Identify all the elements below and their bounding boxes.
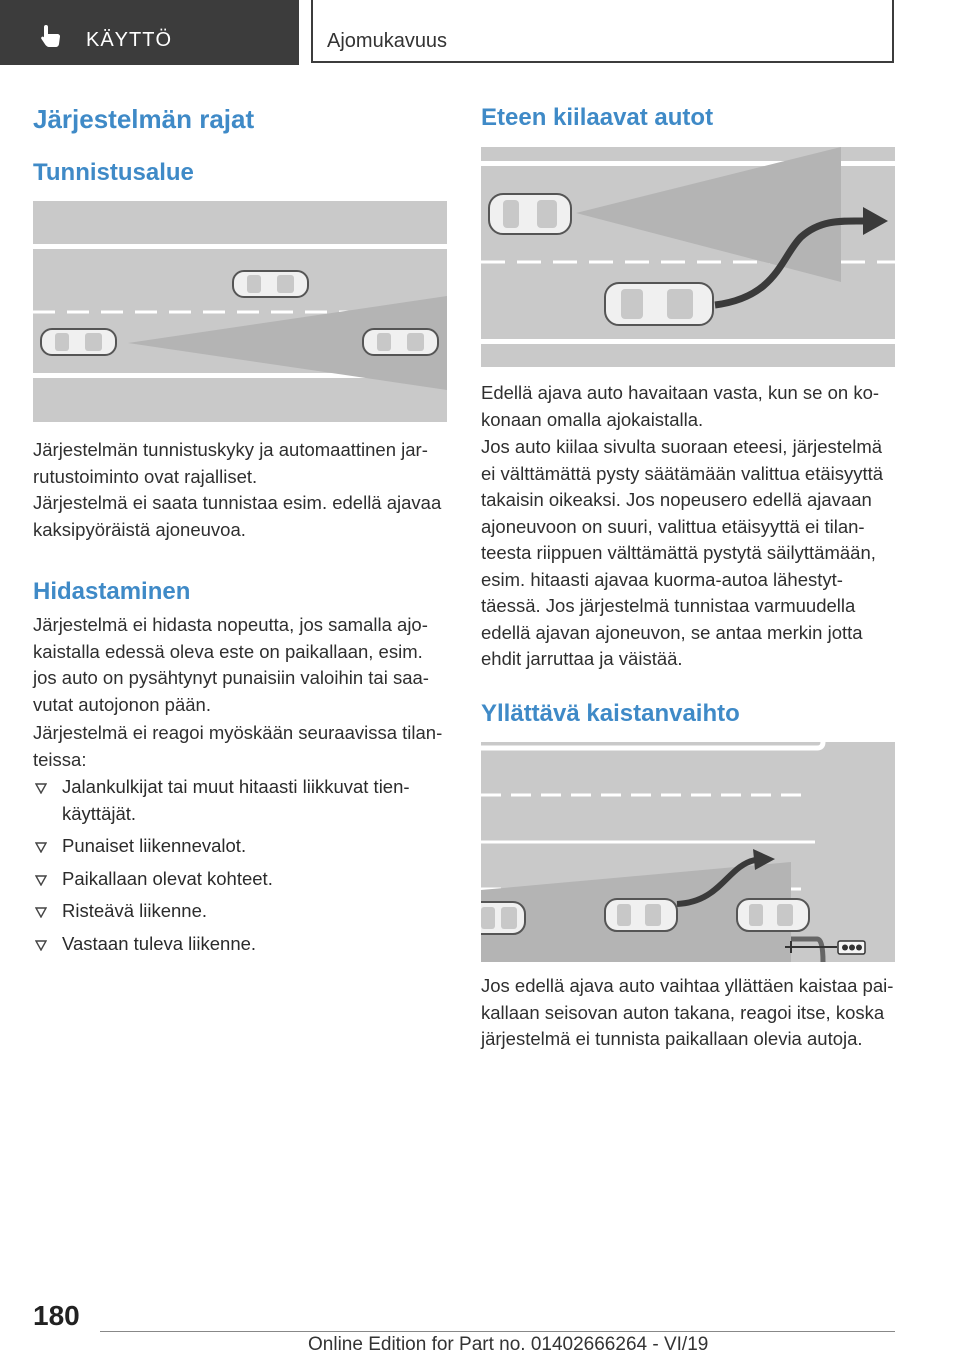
traffic-light-icon: [838, 941, 865, 954]
pointing-hand-icon: [40, 24, 62, 48]
chapter-box: [311, 0, 894, 63]
list-item-text: Punaiset liikennevalot.: [62, 835, 247, 856]
section-label: KÄYTTÖ: [86, 29, 173, 51]
paragraph: Edellä ajava auto havaitaan vasta, kun se on ko-konaan omalla ajokaistalla.: [481, 382, 880, 430]
car-icon: [41, 329, 116, 355]
subtitle-braking: Hidastaminen: [33, 578, 191, 605]
list-item: [33, 774, 447, 827]
paragraph: Jos auto kiilaa sivulta suoraan eteesi, järjestelmä ei välttämättä pysty säätämään valittua etäisyyttä takaisin oikeaksi. Jos nopeusero edellä ajavaan ajoneuvoon on suuri, valittua etäisyyttä ei tilan-teesta riippuen välttämättä pystytä säilyttämään, esim. hitaasti ajavaa kuorma-autoa lähestyt-täessä. Jos järjestelmä tunnistaa varmuudella edellä ajavan ajoneuvon, se antaa merkin jotta ehdit jarruttaa ja väistää.: [481, 436, 884, 669]
list-item-text: Paikallaan olevat kohteet.: [62, 867, 273, 889]
list-item: [33, 833, 447, 860]
paragraph: Järjestelmän tunnistuskyky ja automaattinen jar-rutustoiminto ovat rajalliset.: [33, 439, 428, 487]
figure-cut-in: [481, 147, 895, 367]
paragraph: Järjestelmä ei hidasta nopeutta, jos samalla ajo-kaistalla edessä oleva este on paikallaan, esim. jos auto on pysähtynyt punaisiin valoihin tai saa-vutat autojonon pään.: [33, 614, 429, 715]
paragraph: Järjestelmä ei reagoi myöskään seuraavissa tilan-teissa:: [33, 722, 443, 770]
list-item: [33, 866, 447, 893]
list-item-text: Vastaan tuleva liikenne.: [62, 932, 257, 954]
triangle-bullet-icon: [35, 875, 47, 886]
section-title-cut-in: Eteen kiilaavat autot: [481, 104, 714, 131]
limitations-list: [33, 774, 447, 963]
subtitle-detection-range: Tunnistusalue: [33, 159, 194, 186]
car-icon: [605, 283, 713, 325]
car-icon: [233, 271, 308, 297]
list-item: [33, 898, 447, 925]
chapter-label: Ajomukavuus: [327, 30, 448, 52]
section-tab[interactable]: [0, 0, 299, 65]
page-number: 180: [33, 1300, 80, 1331]
figure-lane-change: [481, 742, 895, 962]
list-item-text: Jalankulkijat tai muut hitaasti liikkuvat tien-käyttäjät.: [62, 776, 410, 824]
car-icon: [605, 899, 677, 931]
triangle-bullet-icon: [35, 783, 47, 794]
paragraph: Järjestelmä ei saata tunnistaa esim. edellä ajavaa kaksipyöräistä ajoneuvoa.: [33, 492, 442, 540]
paragraph: Jos edellä ajava auto vaihtaa yllättäen kaistaa pai-kallaan seisovan auton takana, reagoi itse, koska järjestelmä ei tunnista paikallaan olevia autoja.: [481, 975, 894, 1049]
triangle-bullet-icon: [35, 907, 47, 918]
triangle-bullet-icon: [35, 842, 47, 853]
figure-detection-range: [33, 201, 447, 422]
car-icon: [481, 902, 525, 934]
triangle-bullet-icon: [35, 940, 47, 951]
section-title-limits: Järjestelmän rajat: [33, 104, 255, 134]
car-icon: [489, 194, 571, 234]
section-title-lane-change: Yllättävä kaistanvaihto: [481, 700, 740, 727]
car-icon: [737, 899, 809, 931]
edition-text: Online Edition for Part no. 01402666264 - VI/19: [308, 1334, 709, 1355]
list-item-text: Risteävä liikenne.: [62, 900, 207, 921]
list-item: [33, 931, 447, 958]
car-icon: [363, 329, 438, 355]
footer-divider: [100, 1331, 895, 1332]
